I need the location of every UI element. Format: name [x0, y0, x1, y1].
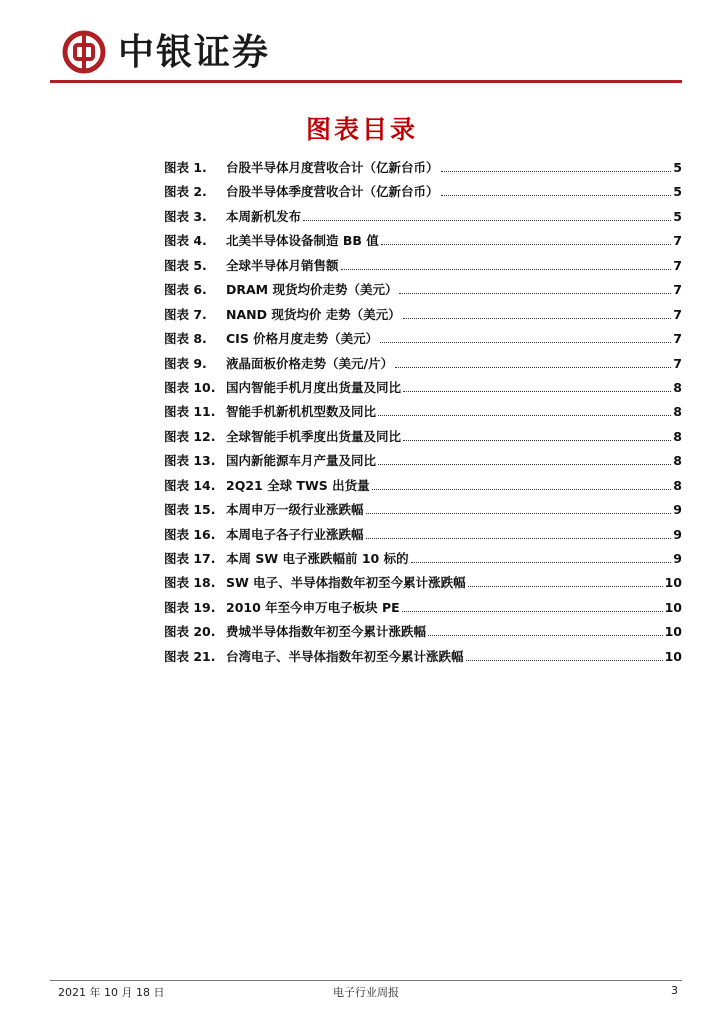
toc-entry[interactable]	[164, 354, 682, 378]
toc-entry-title: DRAM 现货均价走势（美元）	[226, 282, 398, 298]
toc-dot-leader	[399, 293, 671, 294]
page-footer	[50, 984, 682, 1000]
toc-entry-page: 5	[673, 184, 682, 200]
toc-entry[interactable]	[164, 500, 682, 524]
toc-dot-leader	[468, 586, 663, 587]
toc-entry[interactable]	[164, 647, 682, 671]
brand-name: 中银证券	[118, 31, 271, 73]
toc-entry-label: 图表 16.	[164, 526, 216, 542]
toc-entry-label: 图表 11.	[164, 404, 216, 420]
toc-entry-page: 7	[673, 257, 682, 273]
toc-entry-label: 图表 6.	[164, 282, 207, 298]
toc-dot-leader	[403, 318, 672, 319]
toc-entry-title: 本周电子各子行业涨跌幅	[226, 526, 364, 542]
toc-dot-leader	[341, 269, 672, 270]
toc-entry-page: 8	[673, 379, 682, 395]
toc-entry[interactable]	[164, 231, 682, 255]
toc-entry-title: 台股半导体季度营收合计（亿新台币）	[226, 184, 439, 200]
toc-entry-label: 图表 12.	[164, 428, 216, 444]
footer-divider	[50, 980, 682, 981]
toc-entry-label: 图表 21.	[164, 648, 216, 664]
toc-entry-title: 本周 SW 电子涨跌幅前 10 标的	[226, 551, 409, 566]
toc-entry[interactable]	[164, 549, 682, 573]
toc-dot-leader	[441, 171, 672, 172]
toc-entry[interactable]	[164, 476, 682, 500]
toc-entry-title: 国内新能源车月产量及同比	[226, 453, 377, 469]
toc-entry-page: 9	[673, 551, 682, 566]
toc-entry-page: 9	[673, 526, 682, 542]
toc-entry-label: 图表 19.	[164, 599, 216, 615]
toc-entry[interactable]	[164, 525, 682, 549]
report-type: 电子行业周报	[333, 986, 399, 999]
toc-entry-page: 8	[673, 404, 682, 420]
toc-dot-leader	[441, 195, 672, 196]
toc-entry[interactable]	[164, 182, 682, 206]
toc-entry[interactable]	[164, 427, 682, 451]
toc-entry-page: 7	[673, 331, 682, 347]
toc-entry-title: 2Q21 全球 TWS 出货量	[226, 477, 370, 493]
toc-entry-title: 费城半导体指数年初至今累计涨跌幅	[226, 624, 427, 640]
toc-entry-title: 台股半导体月度营收合计（亿新台币）	[226, 160, 439, 175]
toc-entry-label: 图表 3.	[164, 208, 207, 224]
toc-entry-page: 10	[664, 599, 682, 615]
toc-dot-leader	[403, 391, 671, 392]
toc-entry-label: 图表 17.	[164, 551, 216, 566]
toc-entry-label: 图表 15.	[164, 502, 216, 518]
toc-entry-title: 2010 年至今申万电子板块 PE	[226, 599, 400, 615]
toc-entry-page: 10	[664, 575, 682, 591]
toc-entry-label: 图表 9.	[164, 355, 207, 371]
toc-entry-label: 图表 8.	[164, 331, 207, 347]
toc-entry[interactable]	[164, 598, 682, 622]
toc-entry-label: 图表 4.	[164, 233, 207, 249]
toc-dot-leader	[402, 611, 663, 612]
toc-entry[interactable]	[164, 329, 682, 353]
toc-dot-leader	[303, 220, 671, 221]
toc-entry[interactable]	[164, 207, 682, 231]
toc-entry[interactable]	[164, 280, 682, 304]
toc-entry-page: 10	[664, 648, 682, 664]
toc-entry-label: 图表 5.	[164, 257, 207, 273]
toc-dot-leader	[366, 513, 672, 514]
toc-entry-title: 全球智能手机季度出货量及同比	[226, 428, 402, 444]
toc-dot-leader	[466, 660, 663, 661]
header-divider	[50, 80, 682, 83]
toc-entry[interactable]	[164, 573, 682, 597]
toc-entry-title: 智能手机新机机型数及同比	[226, 404, 377, 420]
toc-entry-label: 图表 18.	[164, 575, 216, 591]
toc-entry[interactable]	[164, 622, 682, 646]
toc-entry-page: 7	[673, 355, 682, 371]
toc-entry-page: 5	[673, 208, 682, 224]
toc-dot-leader	[411, 562, 672, 563]
table-of-figures	[164, 158, 682, 671]
toc-entry-label: 图表 1.	[164, 160, 207, 175]
toc-entry-page: 8	[673, 477, 682, 493]
toc-entry-label: 图表 7.	[164, 306, 207, 322]
toc-entry-page: 7	[673, 306, 682, 322]
toc-entry-page: 7	[673, 233, 682, 249]
toc-entry-title: 全球半导体月销售额	[226, 257, 339, 273]
toc-dot-leader	[381, 244, 672, 245]
toc-entry-title: 北美半导体设备制造 BB 值	[226, 233, 379, 249]
toc-entry-page: 7	[673, 282, 682, 298]
toc-entry-page: 5	[673, 160, 682, 175]
toc-entry-label: 图表 10.	[164, 379, 216, 395]
toc-entry-title: 国内智能手机月度出货量及同比	[226, 379, 402, 395]
toc-entry-page: 9	[673, 502, 682, 518]
toc-entry[interactable]	[164, 378, 682, 402]
report-date: 2021 年 10 月 18 日	[58, 986, 165, 999]
toc-dot-leader	[378, 464, 671, 465]
toc-dot-leader	[403, 440, 671, 441]
toc-entry-label: 图表 20.	[164, 624, 216, 640]
toc-dot-leader	[395, 367, 671, 368]
toc-entry-label: 图表 14.	[164, 477, 216, 493]
page-title: 图表目录	[305, 115, 418, 144]
toc-entry-title: SW 电子、半导体指数年初至今累计涨跌幅	[226, 575, 466, 591]
toc-dot-leader	[380, 342, 671, 343]
toc-dot-leader	[372, 489, 672, 490]
toc-entry-title: CIS 价格月度走势（美元）	[226, 331, 379, 347]
bank-of-china-logo-icon	[62, 30, 106, 74]
toc-dot-leader	[378, 415, 671, 416]
toc-entry-label: 图表 2.	[164, 184, 207, 200]
toc-entry-page: 8	[673, 428, 682, 444]
toc-entry[interactable]	[164, 451, 682, 475]
toc-entry-title: 本周新机发布	[226, 208, 302, 224]
page-number: 3	[671, 984, 678, 997]
toc-entry-title: 本周申万一级行业涨跌幅	[226, 502, 364, 518]
toc-entry-title: 液晶面板价格走势（美元/片）	[226, 355, 394, 371]
page-header	[50, 24, 682, 84]
toc-entry[interactable]	[164, 158, 682, 182]
toc-entry-page: 10	[664, 624, 682, 640]
toc-dot-leader	[366, 538, 672, 539]
toc-entry-page: 8	[673, 453, 682, 469]
toc-entry-label: 图表 13.	[164, 453, 216, 469]
toc-dot-leader	[428, 635, 663, 636]
toc-entry[interactable]	[164, 305, 682, 329]
toc-entry-title: 台湾电子、半导体指数年初至今累计涨跌幅	[226, 648, 464, 664]
toc-entry[interactable]	[164, 402, 682, 426]
toc-entry-title: NAND 现货均价 走势（美元）	[226, 306, 401, 322]
toc-entry[interactable]	[164, 256, 682, 280]
